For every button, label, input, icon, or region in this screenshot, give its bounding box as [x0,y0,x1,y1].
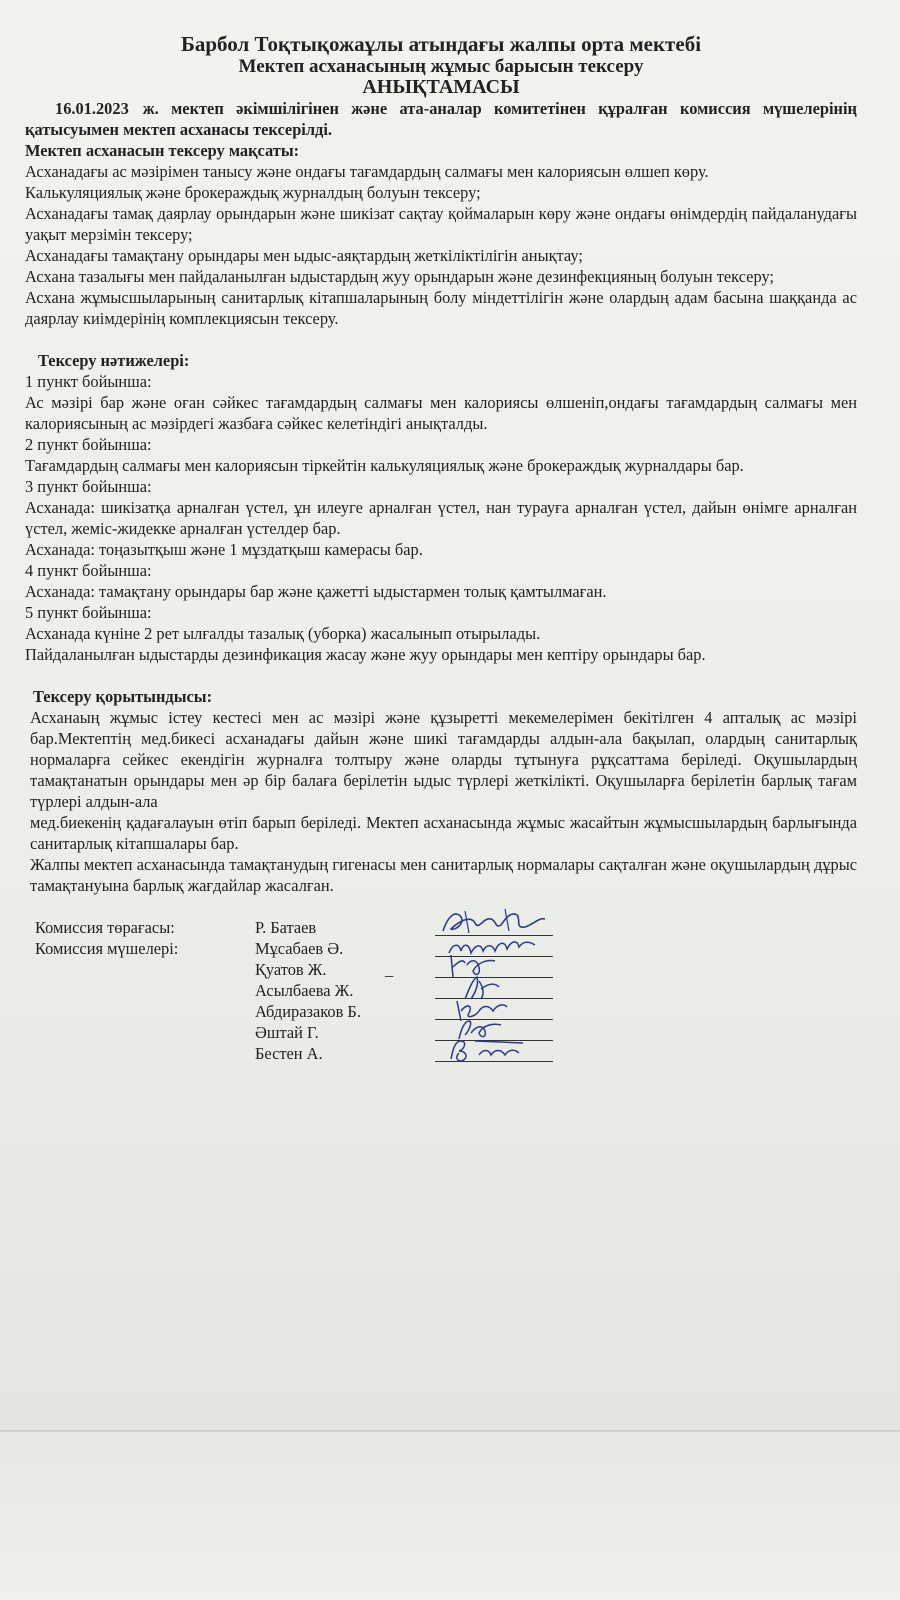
conclusion-paragraph: Жалпы мектеп асханасында тамақтанудың гигенасы мен санитарлық нормалары сақталған және оқушылардың дұрыс тамақтануына барлық жағдайлар жасалған. [30,855,857,895]
conclusion-paragraph: мед.биекенің қадағалауын өтіп барып беріледі. Мектеп асханасында жұмыс жасайтын жұмысшылардың барлығында санитарлық кітапшалары бар. [30,813,857,853]
background-surface [0,1432,900,1600]
members-role-label: Комиссия мүшелері: [35,939,179,958]
results-list [25,371,857,665]
signatory-name: Бестен А. [255,1044,323,1063]
goal-item: Асханадағы ас мәзірімен танысу және ондағы тағамдардың салмағы мен калориясын өлшеп көру. [25,162,709,181]
intro-text: ж. мектеп әкімшілігінен және ата-аналар комитетінен құралған комиссия мүшелерінің қатысуымен мектеп асханасы тексерілді. [25,99,857,139]
signatory-name: Асылбаева Ж. [255,981,354,1000]
conclusion-heading: Тексеру қорытындысы: [33,687,213,706]
result-text: Асханада: шикізатқа арналған үстел, ұн илеуге арналған үстел, нан турауға арналған үстел, дайын өнімге арналған үстел, жеміс-жидекке арналған үстелдер бар. [25,498,857,538]
signatory-name: Абдиразаков Б. [255,1002,361,1021]
result-text: Асханада: тоңазытқыш және 1 мұздатқыш камерасы бар. [25,540,423,559]
document-type: АНЫҚТАМАСЫ [362,76,520,98]
signatory-name: Р. Батаев [255,918,317,937]
handwritten-signature [435,1035,555,1065]
signatory-name: Мұсабаев Ә. [255,939,344,958]
result-text: Ас мәзірі бар және оған сәйкес тағамдардың салмағы мен калориясы өлшеніп,ондағы тағамдардың салмағы мен калориясының ас мәзірдегі жазбаға сәйкес келетіндігі анықталды. [25,393,857,433]
document-subtitle: Мектеп асханасының жұмыс барысын тексеру [238,56,644,77]
result-text: Тағамдардың салмағы мен калориясын тіркейтін калькуляциялық және брокераждық журналдары бар. [25,456,744,475]
chair-role-label: Комиссия төрағасы: [35,918,175,937]
goals-list [25,161,857,329]
signatory-name: Әштай Г. [255,1023,319,1042]
result-label: 3 пункт бойынша: [25,477,152,496]
result-label: 1 пункт бойынша: [25,372,152,391]
result-text: Асханада: тамақтану орындары бар және қажетті ыдыстармен толық қамтылмаған. [25,582,607,601]
goal-item: Асхана жұмысшыларының санитарлық кітапшаларының болу міндеттілігін және олардың адам басына шаққанда ас даярлау киімдерінің комплекциясын тексеру. [25,288,857,328]
conclusion-paragraph: Асханаың жұмыс істеу кестесі мен ас мәзірі және құзыретті мекемелерімен бекітілген 4 апталық ас мәзірі бар.Мектептің мед.бикесі асханадағы дайын және шикі тағамдарды алдын-ала бақылап, олардың санитарлық нормаларға сейкес екендігін журналға толтыру және оларды тұтынуға рұқсаттама беріледі. Оқушылардың тамақтанатын орындары мен әр бір балаға берілетін ыдыс түрлері жеткілікті. Оқушыларға берілетін барлық тағам түрлері алдын-ала [30,708,857,811]
result-text: Асханада күніне 2 рет ылғалды тазалық (уборка) жасалынып отырылады. [25,624,541,643]
results-heading: Тексеру нәтижелері: [38,351,190,370]
result-label: 5 пункт бойынша: [25,603,152,622]
result-label: 2 пункт бойынша: [25,435,152,454]
signatory-name: Қуатов Ж. [255,960,327,979]
school-name: Барбол Тоқтықожаұлы атындағы жалпы орта мектебі [180,32,702,56]
goal-item: Асханадағы тамақтану орындары мен ыдыс-аяқтардың жеткіліктілігін анықтау; [25,246,583,265]
goal-item: Асханадағы тамақ даярлау орындарын және шикізат сақтау қоймаларын көру және ондағы өнімдердің пайдаланудағы уақыт мерзімін тексеру; [25,204,857,244]
conclusion-body [25,707,857,896]
result-text: Пайдаланылған ыдыстарды дезинфикация жасау және жуу орындары мен кептіру орындары бар. [25,645,706,664]
stray-dash: _ [385,960,394,979]
signature-block [25,917,857,1097]
inspection-date: 16.01.2023 [55,99,129,118]
goals-heading: Мектеп асханасын тексеру мақсаты: [25,141,300,160]
result-label: 4 пункт бойынша: [25,561,152,580]
intro-paragraph [25,98,857,140]
goal-item: Калькуляциялық және брокераждық журналдың болуын тексеру; [25,183,481,202]
goal-item: Асхана тазалығы мен пайдаланылған ыдыстардың жуу орындарын және дезинфекцияның болуын тексеру; [25,267,774,286]
document [25,30,857,1097]
